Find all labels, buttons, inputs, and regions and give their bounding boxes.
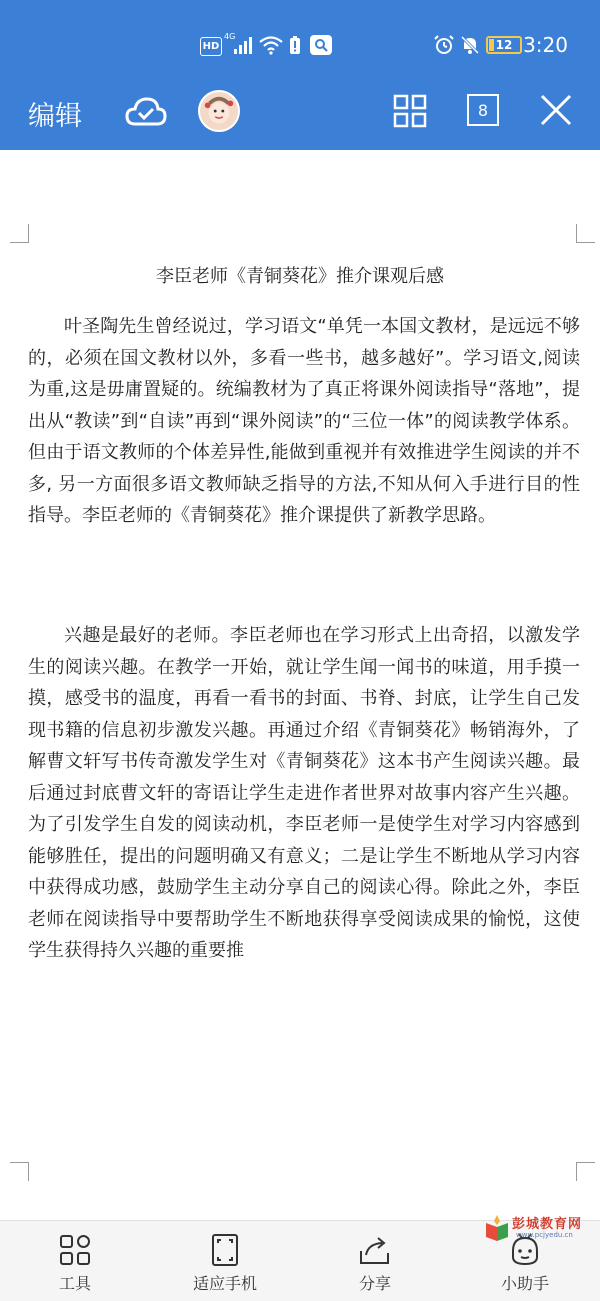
assistant-label: 小助手 xyxy=(500,1274,549,1293)
corner-mark xyxy=(10,1162,29,1181)
tools-grid-icon xyxy=(58,1233,92,1267)
watermark-url: www.pcjyedu.cn xyxy=(516,1231,573,1239)
avatar[interactable] xyxy=(198,90,240,132)
battery-fill xyxy=(489,39,494,51)
grid-view-icon[interactable] xyxy=(392,93,428,129)
search-app-icon xyxy=(310,35,332,55)
app-bar xyxy=(0,75,600,150)
fit-phone-label: 适应手机 xyxy=(192,1274,257,1293)
corner-mark xyxy=(576,224,595,243)
tools-label: 工具 xyxy=(58,1274,91,1293)
page-count-label: 8 xyxy=(477,100,489,120)
watermark-logo xyxy=(484,1211,590,1247)
tools-button[interactable] xyxy=(0,1221,150,1301)
status-bar xyxy=(0,0,600,75)
mute-notifications-icon xyxy=(459,34,481,56)
hd-icon xyxy=(200,37,222,56)
corner-mark xyxy=(10,224,29,243)
network-type-label: 4G xyxy=(224,32,236,41)
wifi-icon xyxy=(258,34,284,56)
fit-phone-button[interactable] xyxy=(150,1221,300,1301)
close-icon[interactable] xyxy=(538,92,574,128)
share-button[interactable] xyxy=(300,1221,450,1301)
corner-mark xyxy=(576,1162,595,1181)
edit-button[interactable]: 编辑 xyxy=(28,101,82,132)
watermark-text: 彭城教育网 xyxy=(512,1217,583,1232)
document-title: 李臣老师《青铜葵花》推介课观后感 xyxy=(156,266,444,287)
clock-time: 3:20 xyxy=(523,33,568,57)
battery-level: 12 xyxy=(495,38,513,52)
alarm-icon xyxy=(433,34,455,56)
share-label: 分享 xyxy=(358,1274,391,1293)
fit-phone-icon xyxy=(211,1233,239,1267)
paragraph: 兴趣是最好的老师。李臣老师也在学习形式上出奇招，以激发学生的阅读兴趣。在教学一开始，就让学生闻一闻书的味道，用手摸一摸，感受书的温度，再看一看书的封面、书脊、封底，让学生自己发现书籍的信息初步激发兴趣。再通过介绍《青铜葵花》畅销海外，了解曹文轩写书传奇激发学生对《青铜葵花》这本书产生阅读兴趣。最后通过封底曹文轩的寄语让学生走进作者世界对故事内容产生兴趣。为了引发学生自发的阅读动机，李臣老师一是使学生对学习内容感到能够胜任，提出的问题明确又有意义；二是让学生不断地从学习内容中获得成功感，鼓励学生主动分享自己的阅读心得。除此之外，李臣老师在阅读指导中要帮助学生不断地获得享受阅读成果的愉悦，这使学生获得持久兴趣的重要推 xyxy=(28,625,580,961)
cellular-signal-icon xyxy=(224,34,254,56)
book-logo-icon xyxy=(484,1213,510,1243)
cloud-sync-icon[interactable] xyxy=(124,92,168,132)
share-icon xyxy=(358,1233,392,1267)
battery-icon xyxy=(486,36,522,54)
page-count-button[interactable] xyxy=(467,94,499,126)
paragraph: 叶圣陶先生曾经说过，学习语文“单凭一本国文教材，是远远不够的，必须在国文教材以外，多看一些书，越多越好”。学习语文,阅读为重,这是毋庸置疑的。统编教材为了真正将课外阅读指导“落地”，提出从“教读”到“自读”再到“课外阅读”的“三位一体”的阅读教学体系。但由于语文教师的个体差异性,能做到重视并有效推进学生阅读的并不多, 另一方面很多语文教师缺乏指导的方法,不知从何入手进行目的性指导。李臣老师的《青铜葵花》推介课提供了新教学思路。 xyxy=(28,316,580,526)
battery-alert-icon xyxy=(288,34,302,56)
document-page[interactable] xyxy=(0,150,600,1220)
hd-label: HD xyxy=(202,41,220,52)
